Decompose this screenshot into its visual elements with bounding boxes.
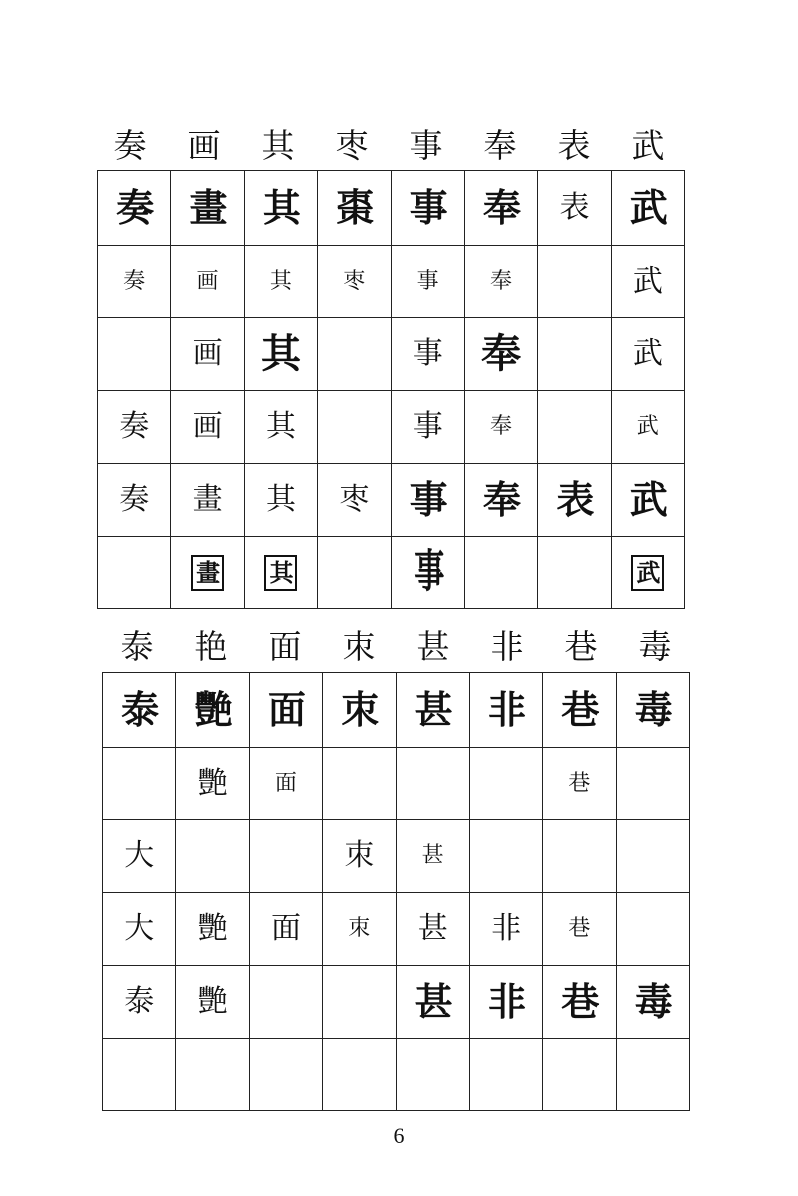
- glyph-cell: [538, 246, 611, 318]
- ancient-glyph: 其: [265, 409, 296, 444]
- ancient-glyph: 奉: [483, 185, 520, 230]
- glyph-cell: [98, 246, 171, 318]
- ancient-glyph: 其: [262, 185, 299, 230]
- glyph-cell: [103, 1039, 176, 1111]
- glyph-cell: [391, 537, 464, 609]
- glyph-cell: [543, 893, 616, 966]
- ancient-glyph: 奏: [119, 482, 150, 517]
- glyph-cell: [543, 748, 616, 820]
- glyph-cell: [176, 820, 249, 893]
- glyph-cell: [611, 464, 684, 537]
- ancient-glyph: 棗: [336, 185, 373, 230]
- glyph-cell: [176, 966, 249, 1039]
- ancient-glyph: 非: [488, 687, 525, 732]
- glyph-cell: [176, 893, 249, 966]
- glyph-row: [98, 318, 685, 391]
- header-char: 其: [261, 126, 295, 165]
- ancient-glyph: 其: [269, 268, 292, 294]
- ancient-glyph: 巷: [561, 687, 598, 732]
- glyph-row: [103, 893, 690, 966]
- header-char: 奏: [113, 126, 147, 165]
- glyph-cell: [611, 171, 684, 246]
- glyph-cell: [171, 171, 244, 246]
- glyph-cell: [391, 171, 464, 246]
- glyph-cell: [103, 820, 176, 893]
- glyph-cell: [469, 966, 542, 1039]
- glyph-cell: [244, 537, 317, 609]
- glyph-cell: [538, 391, 611, 464]
- glyph-cell: [98, 318, 171, 391]
- ancient-glyph: 巷: [568, 770, 591, 796]
- ancient-glyph: 画: [192, 336, 223, 371]
- ancient-glyph: 艷: [197, 765, 228, 801]
- header-char: 枣: [335, 126, 369, 165]
- glyph-cell: [543, 673, 616, 748]
- ancient-glyph: 其: [265, 482, 296, 517]
- ancient-glyph: 毒: [634, 687, 671, 732]
- ancient-glyph: 甚: [414, 687, 451, 732]
- glyph-cell: [543, 820, 616, 893]
- glyph-cell: [323, 1039, 396, 1111]
- ancient-glyph: 泰: [121, 687, 158, 732]
- page-number: 6: [393, 1123, 405, 1148]
- glyph-cell: [244, 246, 317, 318]
- glyph-cell: [98, 464, 171, 537]
- glyph-cell: [323, 893, 396, 966]
- glyph-cell: [616, 820, 689, 893]
- glyph-cell: [469, 1039, 542, 1111]
- glyph-row: [98, 171, 685, 246]
- glyph-cell: [396, 966, 469, 1039]
- ancient-glyph: 奉: [483, 477, 520, 522]
- ancient-glyph: 奉: [490, 414, 513, 439]
- section-1-grid: [97, 170, 685, 609]
- glyph-cell: [616, 893, 689, 966]
- glyph-cell: [323, 966, 396, 1039]
- glyph-cell: [538, 318, 611, 391]
- glyph-cell: [464, 391, 537, 464]
- glyph-cell: [249, 673, 322, 748]
- glyph-row: [98, 537, 685, 609]
- glyph-cell: [103, 748, 176, 820]
- glyph-cell: [616, 748, 689, 820]
- glyph-cell: [244, 318, 317, 391]
- header-char: 画: [187, 126, 221, 165]
- glyph-cell: [469, 893, 542, 966]
- glyph-row: [103, 966, 690, 1039]
- glyph-cell: [318, 464, 391, 537]
- glyph-cell: [464, 246, 537, 318]
- ancient-glyph: 奉: [481, 330, 522, 377]
- glyph-cell: [391, 246, 464, 318]
- ancient-glyph: 非: [488, 979, 525, 1024]
- glyph-cell: [249, 820, 322, 893]
- ancient-glyph: 泰: [124, 984, 155, 1019]
- ancient-glyph: 奏: [119, 409, 150, 444]
- glyph-row: [98, 391, 685, 464]
- ancient-glyph: 畫: [192, 482, 223, 517]
- ancient-glyph: 事: [412, 336, 443, 371]
- ancient-glyph: 甚: [421, 843, 444, 868]
- header-char: 武: [631, 126, 665, 165]
- glyph-cell: [391, 391, 464, 464]
- glyph-row: [98, 246, 685, 318]
- glyph-cell: [616, 1039, 689, 1111]
- glyph-cell: [171, 391, 244, 464]
- ancient-glyph: 表: [556, 477, 593, 522]
- glyph-cell: [396, 820, 469, 893]
- ancient-glyph: 朿: [344, 838, 375, 873]
- glyph-cell: [538, 171, 611, 246]
- ancient-glyph: 武: [632, 263, 663, 299]
- glyph-cell: [249, 893, 322, 966]
- header-char: 甚: [416, 627, 450, 666]
- header-char: 朿: [342, 627, 376, 666]
- glyph-cell: [469, 673, 542, 748]
- glyph-cell: [176, 1039, 249, 1111]
- glyph-row: [103, 673, 690, 748]
- glyph-cell: [616, 966, 689, 1039]
- glyph-cell: [98, 171, 171, 246]
- glyph-cell: [176, 673, 249, 748]
- header-char: 面: [268, 627, 302, 666]
- glyph-cell: [171, 537, 244, 609]
- ancient-glyph: 巷: [561, 979, 598, 1024]
- header-char: 事: [409, 126, 443, 165]
- ancient-glyph: 事: [414, 545, 442, 598]
- glyph-cell: [98, 391, 171, 464]
- glyph-cell: [103, 893, 176, 966]
- ancient-glyph: 艷: [194, 687, 231, 732]
- glyph-cell: [318, 391, 391, 464]
- glyph-cell: [464, 464, 537, 537]
- ancient-glyph: 事: [416, 268, 439, 294]
- header-char: 毒: [638, 627, 672, 666]
- glyph-cell: [396, 893, 469, 966]
- header-char: 表: [557, 126, 591, 165]
- ancient-glyph: 表: [559, 190, 590, 225]
- header-char: 奉: [483, 126, 517, 165]
- ancient-glyph: 大: [124, 911, 155, 946]
- ancient-glyph: 事: [409, 185, 446, 230]
- glyph-cell: [323, 673, 396, 748]
- glyph-cell: [318, 246, 391, 318]
- ancient-glyph: 事: [409, 477, 446, 522]
- glyph-cell: [244, 391, 317, 464]
- section-2-grid: [102, 672, 690, 1111]
- ancient-glyph: 武: [631, 555, 664, 591]
- ancient-glyph: 甚: [417, 911, 448, 946]
- ancient-glyph: 武: [636, 414, 659, 439]
- glyph-cell: [176, 748, 249, 820]
- ancient-glyph: 面: [267, 687, 304, 732]
- ancient-glyph: 武: [632, 336, 663, 371]
- glyph-cell: [98, 537, 171, 609]
- glyph-cell: [469, 820, 542, 893]
- ancient-glyph: 武: [629, 185, 666, 230]
- ancient-glyph: 画: [192, 409, 223, 444]
- glyph-cell: [391, 464, 464, 537]
- header-char: 巷: [564, 627, 598, 666]
- ancient-glyph: 畫: [189, 185, 226, 230]
- glyph-row: [98, 464, 685, 537]
- ancient-glyph: 事: [412, 409, 443, 444]
- glyph-cell: [244, 464, 317, 537]
- glyph-row: [103, 1039, 690, 1111]
- ancient-glyph: 甚: [414, 979, 451, 1024]
- glyph-cell: [464, 171, 537, 246]
- glyph-cell: [464, 318, 537, 391]
- glyph-row: [103, 748, 690, 820]
- glyph-cell: [616, 673, 689, 748]
- glyph-cell: [249, 966, 322, 1039]
- glyph-cell: [611, 246, 684, 318]
- header-char: 泰: [120, 627, 154, 666]
- glyph-cell: [249, 1039, 322, 1111]
- glyph-cell: [396, 1039, 469, 1111]
- glyph-cell: [611, 391, 684, 464]
- glyph-cell: [543, 966, 616, 1039]
- ancient-glyph: 艷: [197, 984, 228, 1019]
- glyph-cell: [103, 673, 176, 748]
- ancient-glyph: 大: [124, 838, 155, 873]
- ancient-glyph: 枣: [339, 482, 370, 517]
- glyph-cell: [396, 748, 469, 820]
- ancient-glyph: 其: [264, 555, 297, 591]
- glyph-cell: [464, 537, 537, 609]
- glyph-cell: [396, 673, 469, 748]
- ancient-glyph: 面: [274, 770, 297, 796]
- glyph-cell: [318, 171, 391, 246]
- ancient-glyph: 朿: [341, 687, 378, 732]
- glyph-cell: [323, 748, 396, 820]
- glyph-cell: [611, 537, 684, 609]
- glyph-cell: [318, 537, 391, 609]
- glyph-cell: [323, 820, 396, 893]
- glyph-cell: [249, 748, 322, 820]
- ancient-glyph: 巷: [568, 916, 591, 941]
- ancient-glyph: 枣: [343, 268, 366, 294]
- glyph-cell: [538, 464, 611, 537]
- ancient-glyph: 艷: [197, 911, 228, 946]
- glyph-cell: [469, 748, 542, 820]
- glyph-cell: [538, 537, 611, 609]
- ancient-glyph: 毒: [634, 979, 671, 1024]
- ancient-glyph: 畫: [191, 555, 224, 591]
- glyph-cell: [171, 318, 244, 391]
- glyph-cell: [171, 246, 244, 318]
- section-2-headers: [100, 627, 692, 667]
- glyph-cell: [171, 464, 244, 537]
- ancient-glyph: 奉: [490, 268, 513, 294]
- ancient-glyph: 武: [629, 477, 666, 522]
- ancient-glyph: 朿: [348, 916, 371, 941]
- glyph-cell: [318, 318, 391, 391]
- ancient-glyph: 其: [260, 330, 301, 377]
- section-1-headers: [93, 126, 685, 166]
- header-char: 非: [490, 627, 524, 666]
- glyph-cell: [543, 1039, 616, 1111]
- glyph-cell: [391, 318, 464, 391]
- glyph-cell: [244, 171, 317, 246]
- ancient-glyph: 奏: [116, 185, 153, 230]
- ancient-glyph: 面: [270, 911, 301, 946]
- ancient-glyph: 奏: [123, 268, 146, 294]
- ancient-glyph: 非: [491, 911, 522, 946]
- glyph-row: [103, 820, 690, 893]
- glyph-cell: [611, 318, 684, 391]
- header-char: 艳: [194, 627, 228, 666]
- ancient-glyph: 画: [196, 268, 219, 294]
- glyph-cell: [103, 966, 176, 1039]
